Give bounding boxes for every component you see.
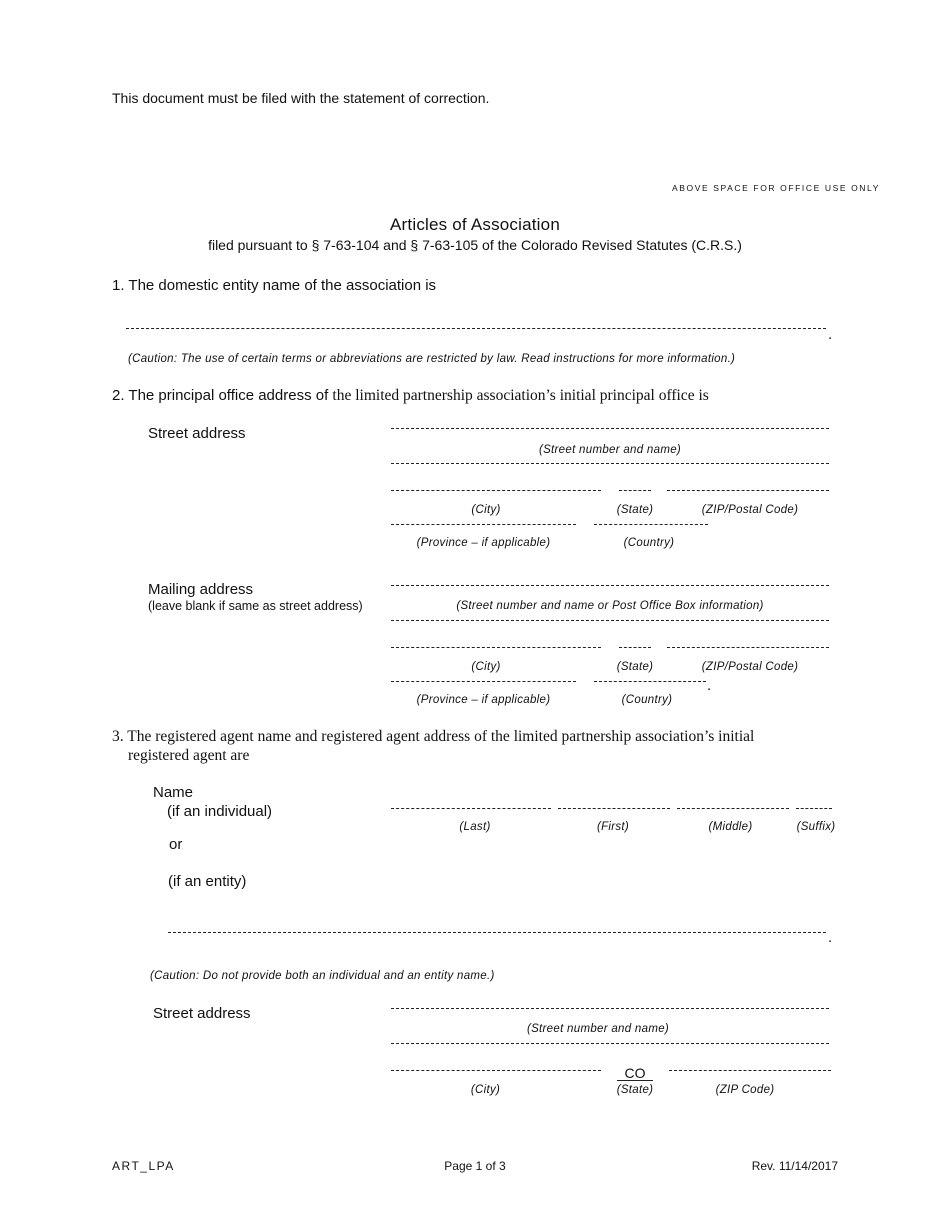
agent-city-caption: (City) <box>470 1084 501 1096</box>
agent-city-field[interactable] <box>391 1070 601 1071</box>
mailing-province-field[interactable] <box>391 681 576 682</box>
street-caption: (Street number and name) <box>538 444 682 456</box>
section-3-label: 3. The registered agent name and registered agent address of the limited partnership association’s initial <box>112 728 755 745</box>
period-mark: . <box>828 326 833 343</box>
individual-label: (if an individual) <box>167 803 273 820</box>
agent-street-line-2-field[interactable] <box>391 1043 829 1044</box>
country-caption: (Country) <box>623 537 675 549</box>
agent-street-address-label: Street address <box>153 1005 251 1022</box>
period-mark: . <box>828 929 833 946</box>
country-field[interactable] <box>594 524 708 525</box>
agent-entity-name-field[interactable] <box>168 932 826 933</box>
section-1-label: 1. The domestic entity name of the association is <box>112 277 437 294</box>
mailing-address-sublabel: (leave blank if same as street address) <box>148 599 363 613</box>
city-caption: (City) <box>471 504 501 516</box>
province-caption: (Province – if applicable) <box>416 537 551 549</box>
suffix-caption: (Suffix) <box>796 821 836 833</box>
first-name-field[interactable] <box>558 808 670 809</box>
mailing-country-field[interactable] <box>594 681 706 682</box>
province-field[interactable] <box>391 524 576 525</box>
office-use-label: ABOVE SPACE FOR OFFICE USE ONLY <box>672 183 880 193</box>
filing-notice: This document must be filed with the statement of correction. <box>112 90 490 106</box>
mailing-country-caption: (Country) <box>621 694 673 706</box>
mailing-city-field[interactable] <box>391 647 601 648</box>
mailing-province-caption: (Province – if applicable) <box>416 694 551 706</box>
agent-state-value: CO <box>624 1065 646 1081</box>
page-number: Page 1 of 3 <box>444 1159 506 1173</box>
city-field[interactable] <box>391 490 601 491</box>
page-subtitle: filed pursuant to § 7-63-104 and § 7-63-105 of the Colorado Revised Statutes (C.R.S.) <box>208 237 742 253</box>
agent-street-caption: (Street number and name) <box>526 1023 670 1035</box>
middle-caption: (Middle) <box>708 821 753 833</box>
entity-label: (if an entity) <box>168 873 247 890</box>
section-2-label <box>112 387 709 405</box>
mailing-city-caption: (City) <box>471 661 501 673</box>
mailing-state-field[interactable] <box>619 647 651 648</box>
middle-name-field[interactable] <box>677 808 789 809</box>
agent-zip-field[interactable] <box>669 1070 831 1071</box>
section-2-label-start: 2. The principal office address of <box>112 387 333 404</box>
street-address-label: Street address <box>148 425 246 442</box>
section-1-caution: (Caution: The use of certain terms or abbreviations are restricted by law. Read instructions for more information.) <box>128 353 736 365</box>
first-caption: (First) <box>596 821 630 833</box>
zip-field[interactable] <box>667 490 829 491</box>
entity-name-field[interactable] <box>126 328 826 329</box>
revision-date: Rev. 11/14/2017 <box>751 1159 838 1173</box>
mailing-street-caption: (Street number and name or Post Office Box information) <box>456 600 764 612</box>
agent-state-caption: (State) <box>616 1084 654 1096</box>
section-3-caution: (Caution: Do not provide both an individual and an entity name.) <box>150 970 495 982</box>
mailing-state-caption: (State) <box>616 661 654 673</box>
or-label: or <box>169 836 183 853</box>
street-line-1-field[interactable] <box>391 428 829 429</box>
mailing-zip-caption: (ZIP/Postal Code) <box>701 661 799 673</box>
mailing-zip-field[interactable] <box>667 647 829 648</box>
mailing-address-label: Mailing address <box>148 581 254 598</box>
last-caption: (Last) <box>459 821 491 833</box>
form-id: ART_LPA <box>112 1159 175 1173</box>
agent-street-line-1-field[interactable] <box>391 1008 829 1009</box>
street-line-2-field[interactable] <box>391 463 829 464</box>
state-caption: (State) <box>616 504 654 516</box>
mailing-line-1-field[interactable] <box>391 585 829 586</box>
last-name-field[interactable] <box>391 808 551 809</box>
suffix-field[interactable] <box>796 808 832 809</box>
section-2-label-end: the limited partnership association’s initial principal office is <box>332 387 709 404</box>
zip-caption: (ZIP/Postal Code) <box>701 504 799 516</box>
section-3-label-cont: registered agent are <box>128 747 250 764</box>
page-title: Articles of Association <box>390 215 560 234</box>
agent-state-underline <box>617 1080 653 1081</box>
period-mark: . <box>707 677 712 694</box>
agent-zip-caption: (ZIP Code) <box>715 1084 775 1096</box>
mailing-line-2-field[interactable] <box>391 620 829 621</box>
name-label: Name <box>153 784 194 801</box>
state-field[interactable] <box>619 490 651 491</box>
